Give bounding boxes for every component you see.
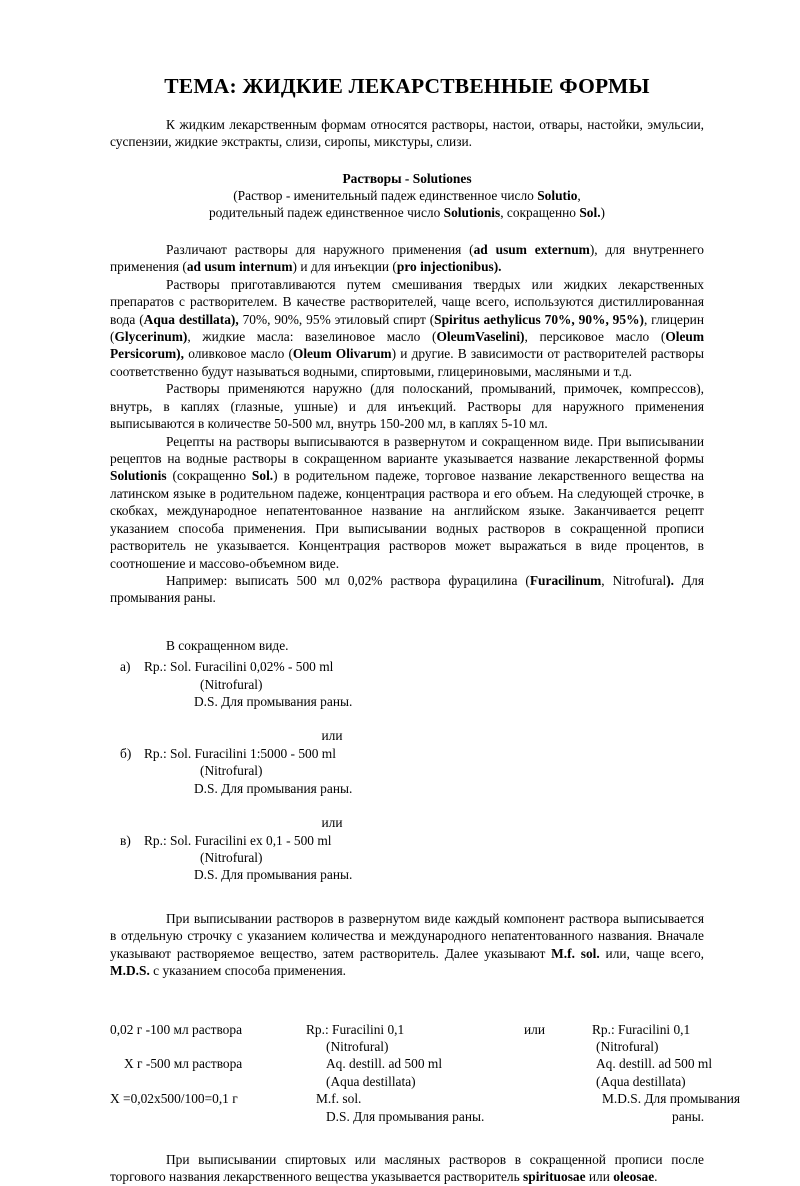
- calculation-middle-column: [306, 1021, 524, 1126]
- spacer: [110, 1125, 704, 1151]
- calc-right-line-4: (Aqua destillata): [596, 1073, 686, 1089]
- calc-right-line-3: Aq. destill. ad 500 ml: [596, 1056, 713, 1072]
- term-oleum-persicorum: Oleum Persicorum),: [110, 329, 704, 362]
- solutions-note-line-2: [110, 204, 704, 221]
- note-text-pre: (Раствор - именительный падеж единственное число: [233, 188, 538, 204]
- prescription-a-first-line: [110, 658, 704, 675]
- ex-t2: , Nitrofural: [601, 572, 667, 588]
- note2-text-mid: , сокращенно: [500, 205, 580, 221]
- term-spirituosae: spirituosae: [523, 1169, 586, 1185]
- calc-left-spacer-2: [110, 1073, 306, 1090]
- term-spiritus-aethylicus: Spiritus aethylicus 70%, 90%, 95%): [434, 311, 644, 327]
- prescription-b-line1: Rp.: Sol. Furacilini 1:5000 - 500 ml: [144, 745, 336, 761]
- prescription-c-first-line: [110, 832, 704, 849]
- prep-t4: , жидкие масла: вазелиновое масло (: [187, 329, 437, 345]
- prescription-b-line3: D.S. Для промывания раны.: [194, 780, 353, 796]
- calc-mid-line-2: (Nitrofural): [326, 1038, 389, 1054]
- rec-t2: (сокращенно: [166, 468, 252, 484]
- or-separator-2: или: [321, 815, 343, 831]
- solutions-heading: Растворы - Solutiones: [342, 170, 472, 186]
- spacer: [110, 710, 704, 727]
- note-term-solutio: Solutio: [537, 188, 578, 204]
- paragraph-example: [110, 572, 704, 607]
- calculation-table: [110, 1021, 741, 1126]
- term-pro-injectionibus: pro injectionibus).: [396, 259, 502, 275]
- note2-text-pre: родительный падеж единственное число: [208, 205, 444, 221]
- prescription-a-marker: а): [120, 659, 131, 675]
- term-mf-sol: M.f. sol.: [551, 945, 600, 961]
- prescription-b-line2: (Nitrofural): [200, 763, 263, 779]
- fin-t1: При выписывании спиртовых или масляных растворов в сокращенной прописи после торгового названия лекарственного вещества указывается растворитель: [110, 1152, 704, 1185]
- pt-m2: ) и для инъекции (: [292, 259, 397, 275]
- calc-mid-line-5: M.f. sol.: [316, 1091, 362, 1107]
- term-mds: M.D.S.: [110, 963, 150, 979]
- prescription-c-marker: в): [120, 832, 131, 848]
- spacer: [110, 151, 704, 170]
- prescription-a-line1: Rp.: Sol. Furacilini 0,02% - 500 ml: [144, 659, 334, 675]
- calc-mid-line-1: Rp.: Furacilini 0,1: [306, 1021, 405, 1037]
- term-glycerinum: Glycerinum): [114, 329, 188, 345]
- calc-left-line-2: X г -500 мл раствора: [124, 1056, 243, 1072]
- prescription-a-line3: D.S. Для промывания раны.: [194, 694, 353, 710]
- calculation-or-separator: [524, 1021, 592, 1126]
- intro-paragraph: К жидким лекарственным формам относятся растворы, настои, отвары, настойки, эмульсии, суспензии, жидкие экстракты, слизи, сиропы, микстуры, слизи.: [110, 116, 704, 150]
- prep-t1: Растворы приготавливаются путем смешивания твердых или жидких лекарственных препаратов с растворителем. В качестве растворителей, чаще всего, используются дистиллированная вода (: [110, 276, 704, 327]
- ex-t1: Например: выписать 500 мл 0,02% раствора фурацилина (: [166, 572, 530, 588]
- paragraph-recipes: [110, 433, 704, 572]
- spacer: [110, 980, 704, 1006]
- term-ad-usum-internum: ad usum internum: [186, 259, 293, 275]
- note-term-solutionis: Solutionis: [443, 205, 501, 221]
- fin-t3: .: [654, 1169, 658, 1185]
- calc-left-line-1: 0,02 г -100 мл раствора: [110, 1021, 243, 1037]
- rec-t1: Рецепты на растворы выписываются в развернутом и сокращенном виде. При выписывании рецептов на водные растворы в сокращенном варианте указывается название лекарственной формы: [110, 433, 704, 466]
- calculation-right-column: [592, 1021, 740, 1126]
- calc-left-spacer-1: [110, 1038, 306, 1055]
- term-aqua-destillata: Aqua destillata),: [143, 311, 239, 327]
- prep-t3: , глицерин (: [110, 311, 704, 345]
- spacer: [110, 797, 704, 814]
- calc-mid-line-3: Aq. destill. ad 500 ml: [326, 1056, 443, 1072]
- or-separator-1: или: [321, 728, 343, 744]
- exp-t2: или, чаще всего,: [599, 945, 704, 961]
- prescription-b-first-line: [110, 745, 704, 762]
- term-oleum-olivarum: Oleum Olivarum: [292, 346, 392, 362]
- prescription-a-line2: (Nitrofural): [200, 676, 263, 692]
- rec-t3: ) в родительном падеже, торговое название лекарственного вещества на латинском языке в родительном падеже, концентрация раствора и его объем. На следующей строчке, в скобках, международное непатентованное название на английском языке. Заканчивается рецепт указанием способа применения. При выписывании водных растворов в сокращенной прописи растворитель не указывается. Концентрация растворов может выражаться в виде процентов, в соотношение и массово-объемном виде.: [110, 468, 704, 571]
- exp-t1: При выписывании растворов в развернутом виде каждый компонент раствора выписывается в отдельную строчку с указанием количества и международного непатентованного названия. Вначале указывают растворяемое вещество, затем растворитель. Далее указывают: [110, 910, 704, 961]
- pt-t1: Различают растворы для наружного применения (: [166, 241, 474, 257]
- calc-right-line-1: Rp.: Furacilini 0,1: [592, 1021, 691, 1037]
- pt-m1: ), для внутреннего применения (: [110, 241, 704, 275]
- calc-left-line-3: X =0,02x500/100=0,1 г: [110, 1091, 238, 1107]
- term-sol-2: Sol.: [251, 468, 274, 484]
- calc-right-line-2: (Nitrofural): [596, 1038, 659, 1054]
- paragraph-expanded-form: [110, 910, 704, 980]
- prescription-c-line2: (Nitrofural): [200, 849, 263, 865]
- prescription-item-a: [110, 658, 704, 710]
- term-oleum-vaselini: OleumVaselini): [436, 329, 525, 345]
- ex-t3: Для промывания раны.: [110, 572, 704, 606]
- exp-t3: с указанием способа применения.: [149, 963, 346, 979]
- calc-right-line-6: раны.: [672, 1108, 705, 1124]
- note-term-sol: Sol.: [579, 205, 601, 221]
- paragraph-preparation: [110, 276, 704, 381]
- ex-b2: ).: [666, 572, 683, 588]
- solutions-note-line-1: [110, 187, 704, 204]
- calc-right-line-5: M.D.S. Для промывания: [602, 1091, 741, 1107]
- paragraph-final: [110, 1151, 704, 1186]
- spacer: [110, 884, 704, 910]
- term-oleosae: oleosae: [613, 1169, 655, 1185]
- prep-t6: оливковое масло (: [184, 346, 293, 362]
- calc-or-label: или: [524, 1021, 546, 1037]
- paragraph-usage: Растворы применяются наружно (для полосканий, промываний, примочек, компрессов), внутрь, в каплях (глазные, ушные) и для инъекций. Растворы для наружного применения выписываются в количестве 50-500 мл, внутрь 150-200 мл, в каплях 5-10 мл.: [110, 381, 704, 432]
- prescription-item-c: [110, 832, 704, 884]
- short-form-lead: В сокращенном виде.: [166, 637, 289, 653]
- prep-t5: , персиковое масло (: [524, 329, 666, 345]
- prescription-c-line3: D.S. Для промывания раны.: [194, 867, 353, 883]
- calculation-left-column: [110, 1021, 306, 1126]
- page-title: ТЕМА: ЖИДКИЕ ЛЕКАРСТВЕННЫЕ ФОРМЫ: [164, 74, 650, 98]
- prep-t7: ) и другие. В зависимости от растворителей растворы соответственно будут называться водными, спиртовыми, глицериновыми, масляными и т.д.: [110, 346, 704, 379]
- prescription-c-line1: Rp.: Sol. Furacilini ex 0,1 - 500 ml: [144, 832, 332, 848]
- prescription-item-b: [110, 745, 704, 797]
- spacer: [110, 607, 704, 633]
- term-ad-usum-externum: ad usum externum: [473, 241, 590, 257]
- term-furacilinum: Furacilinum: [529, 572, 602, 588]
- prep-t2: 70%, 90%, 95% этиловый спирт (: [238, 311, 435, 327]
- calc-mid-line-6: D.S. Для промывания раны.: [326, 1108, 485, 1124]
- spacer: [110, 222, 704, 241]
- term-solutionis-2: Solutionis: [110, 468, 167, 484]
- paragraph-solution-types: [110, 241, 704, 276]
- prescription-short-form-section: [110, 637, 704, 884]
- note-text-post: ,: [577, 188, 581, 204]
- note2-text-post: ): [600, 205, 606, 221]
- spacer: [110, 1006, 704, 1019]
- fin-t2: или: [585, 1169, 614, 1185]
- calc-mid-line-4: (Aqua destillata): [326, 1073, 416, 1089]
- prescription-b-marker: б): [120, 745, 132, 761]
